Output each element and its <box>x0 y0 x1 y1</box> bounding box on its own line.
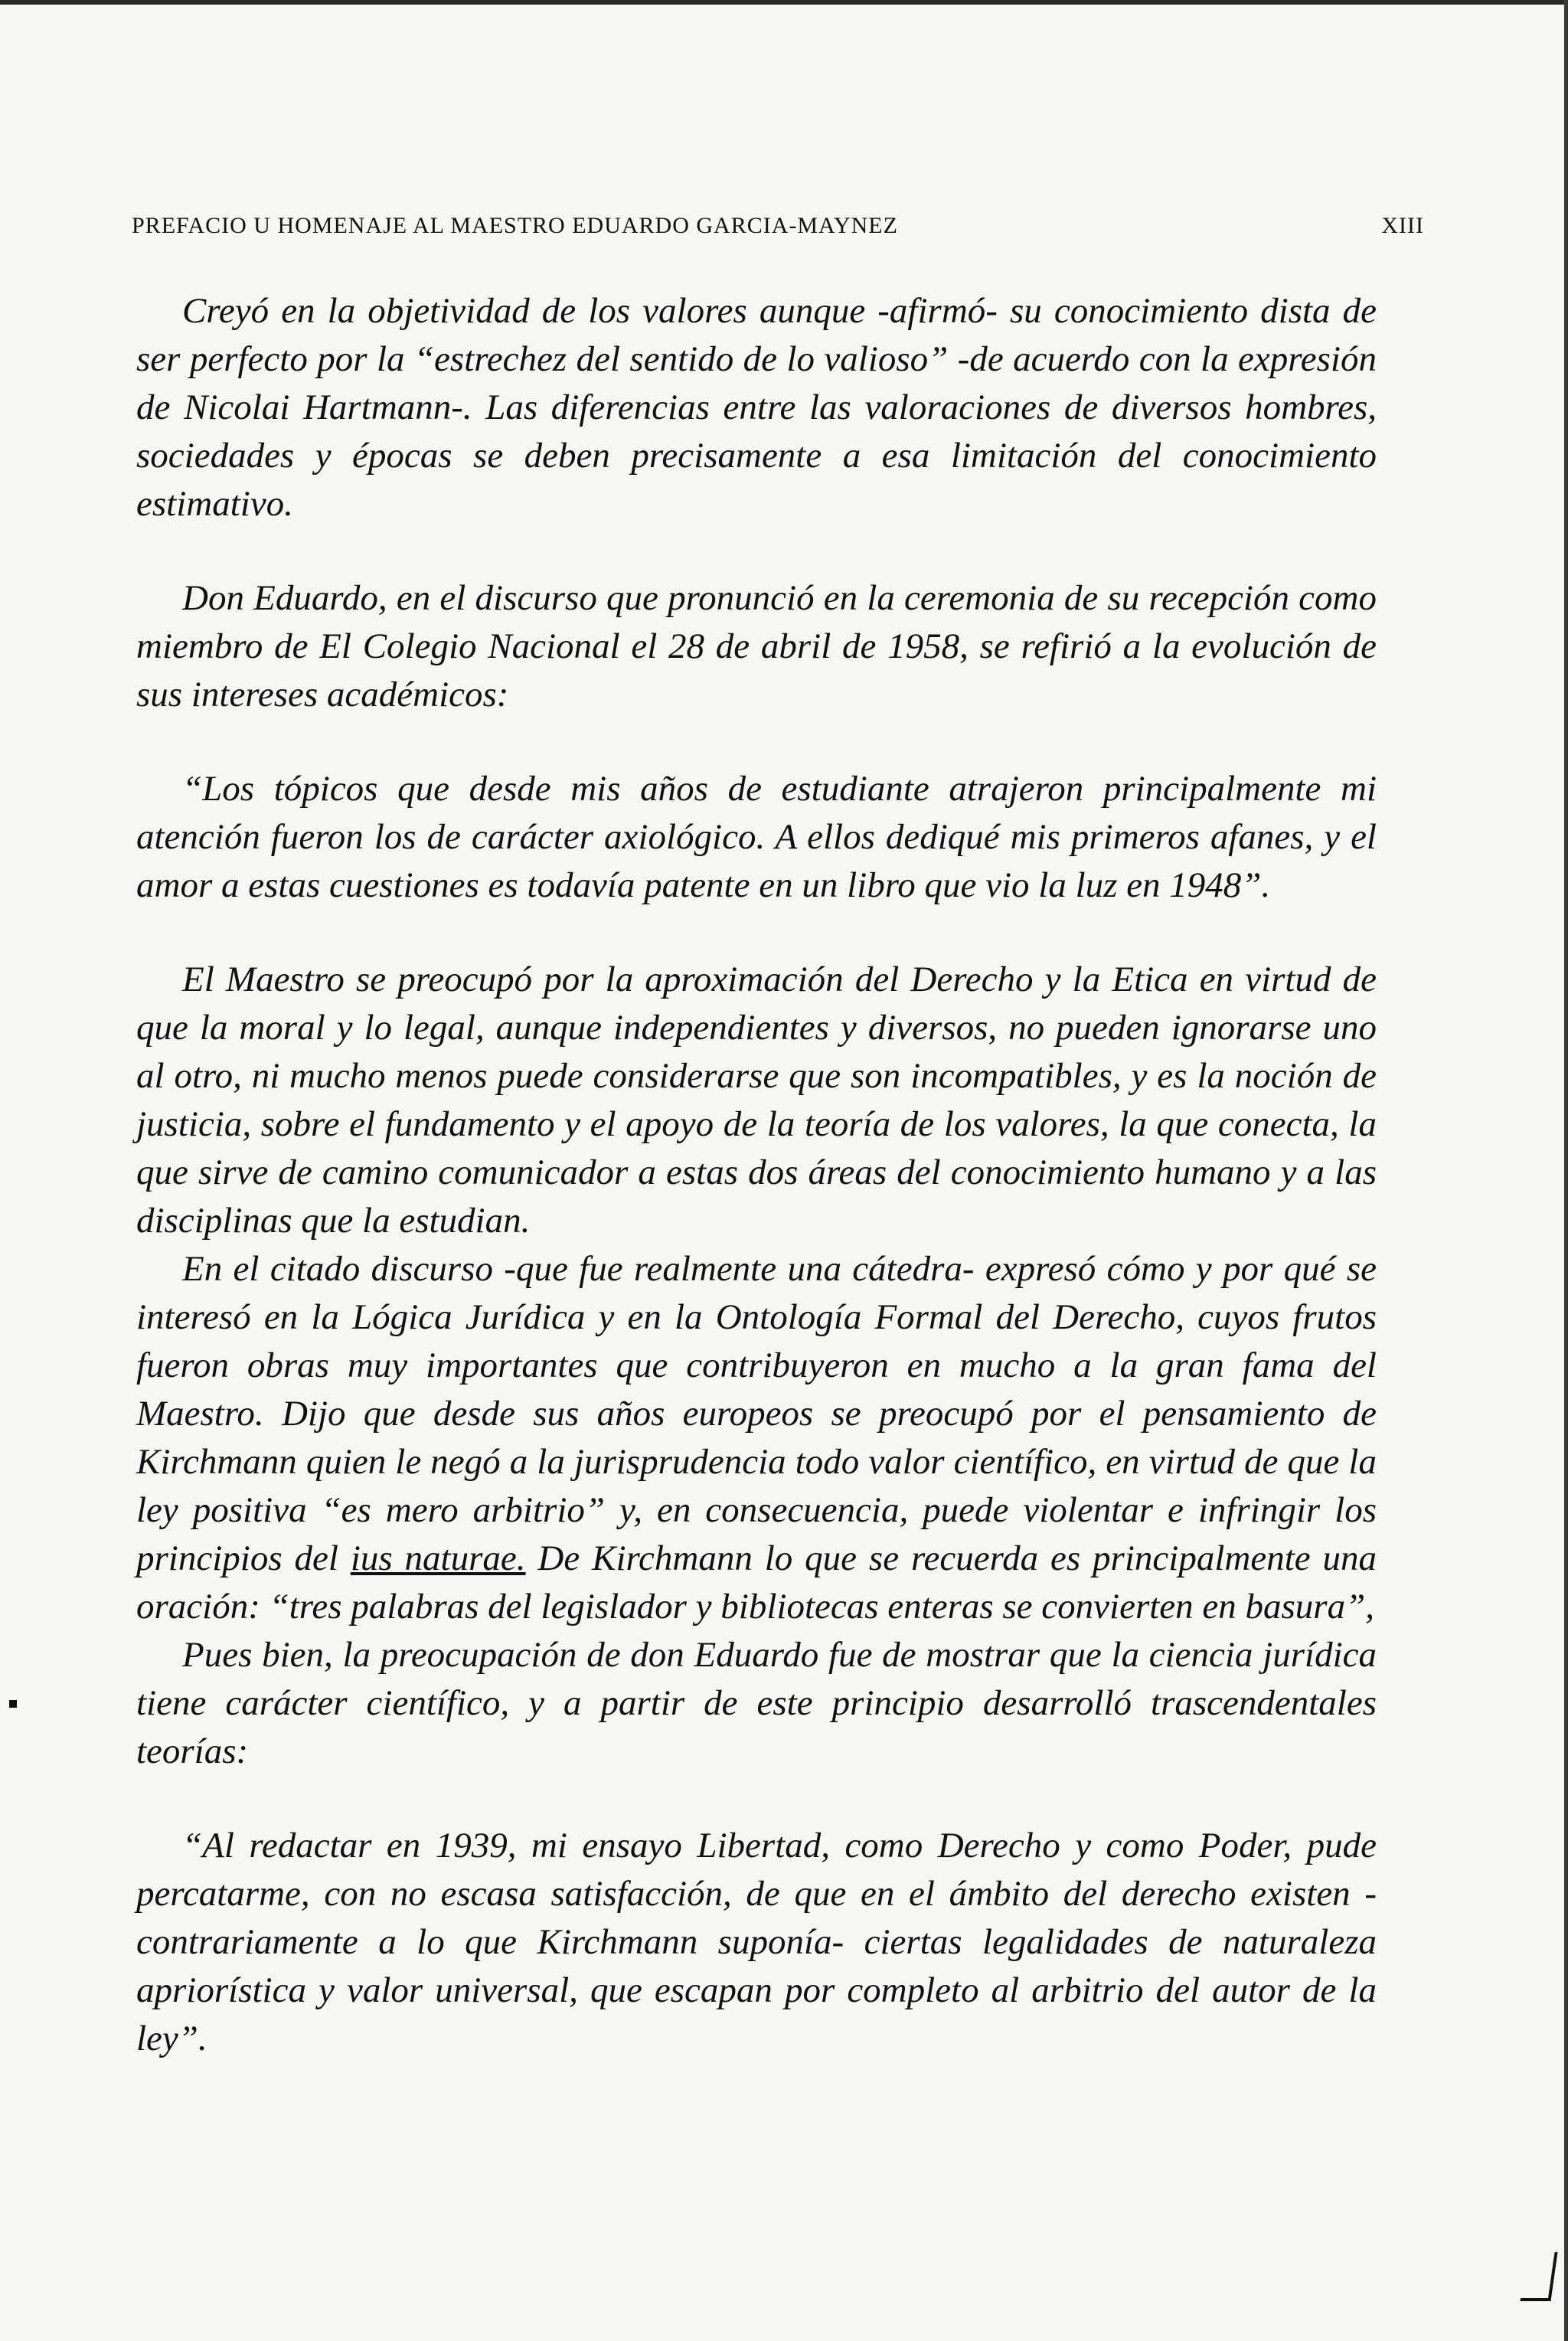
ius-naturae-term: ius naturae. <box>350 1538 526 1578</box>
page-corner-fold <box>1521 2252 1558 2301</box>
page-edge-right <box>1564 0 1568 2341</box>
paragraph-legal-logic-tail: De Kirchmann lo que se recuerda es principalmente una oración: “tres palabras del legislador y bibliotecas enteras se convierten en basura”, <box>136 1538 1377 1627</box>
paragraph-legal-logic-text: En el citado discurso -que fue realmente una cátedra- expresó cómo y por qué se interesó en la Lógica Jurídica y en la Ontología Formal del Derecho, cuyos frutos fueron obras muy importantes que contribuyeron en mucho a la gran fama del Maestro. Dijo que desde sus años europeos se preocupó por el pensamiento de Kirchmann quien le negó a la jurisprudencia todo valor científico, en virtud de que la ley positiva “es mero arbitrio” y, en consecuencia, puede violentar e infringir los principios del <box>136 1249 1377 1578</box>
page-body <box>136 287 1377 2063</box>
paragraph-law-ethics: El Maestro se preocupó por la aproximación del Derecho y la Etica en virtud de que la moral y lo legal, aunque independientes y diversos, no pueden ignorarse uno al otro, ni mucho menos puede considerarse que son incompatibles, y es la noción de justicia, sobre el fundamento y el apoyo de la teoría de los valores, la que conecta, la que sirve de camino comunicador a estas dos áreas del conocimiento humano y a las disciplinas que la estudian. <box>136 960 1377 1241</box>
margin-speck <box>9 1700 17 1708</box>
quote-axiology: “Los tópicos que desde mis años de estudiante atrajeron principalmente mi atención fueron los de carácter axiológico. A ellos dediqué mis primeros afanes, y el amor a estas cuestiones es todavía patente en un libro que vio la luz en 1948”. <box>136 769 1377 905</box>
running-header <box>132 213 1424 239</box>
paragraph-scientific-character: Pues bien, la preocupación de don Eduardo fue de mostrar que la ciencia jurídica tiene carácter científico, y a partir de este principio desarrolló trascendentales teorías: <box>136 1635 1377 1771</box>
quote-liberty-essay: “Al redactar en 1939, mi ensayo Libertad, como Derecho y como Poder, pude percatarme, con no escasa satisfacción, de que en el ámbito del derecho existen -contrariamente a lo que Kirchmann suponía- ciertas legalidades de naturaleza apriorística y valor universal, que escapan por completo al arbitrio del autor de la ley”. <box>136 1826 1377 2058</box>
running-title: PREFACIO U HOMENAJE AL MAESTRO EDUARDO GARCIA-MAYNEZ <box>132 213 898 238</box>
page-number: XIII <box>1381 213 1424 238</box>
paragraph-discourse: Don Eduardo, en el discurso que pronunció en la ceremonia de su recepción como miembro de El Colegio Nacional el 28 de abril de 1958, se refirió a la evolución de sus intereses académicos: <box>136 578 1377 714</box>
paragraph-objectivity: Creyó en la objetividad de los valores aunque -afirmó- su conocimiento dista de ser perfecto por la “estrechez del sentido de lo valioso” -de acuerdo con la expresión de Nicolai Hartmann-. Las diferencias entre las valoraciones de diversos hombres, sociedades y épocas se deben precisamente a esa limitación del conocimiento estimativo. <box>136 291 1377 524</box>
paragraph-legal-logic <box>136 1245 1377 1631</box>
page-edge-top <box>0 0 1568 5</box>
